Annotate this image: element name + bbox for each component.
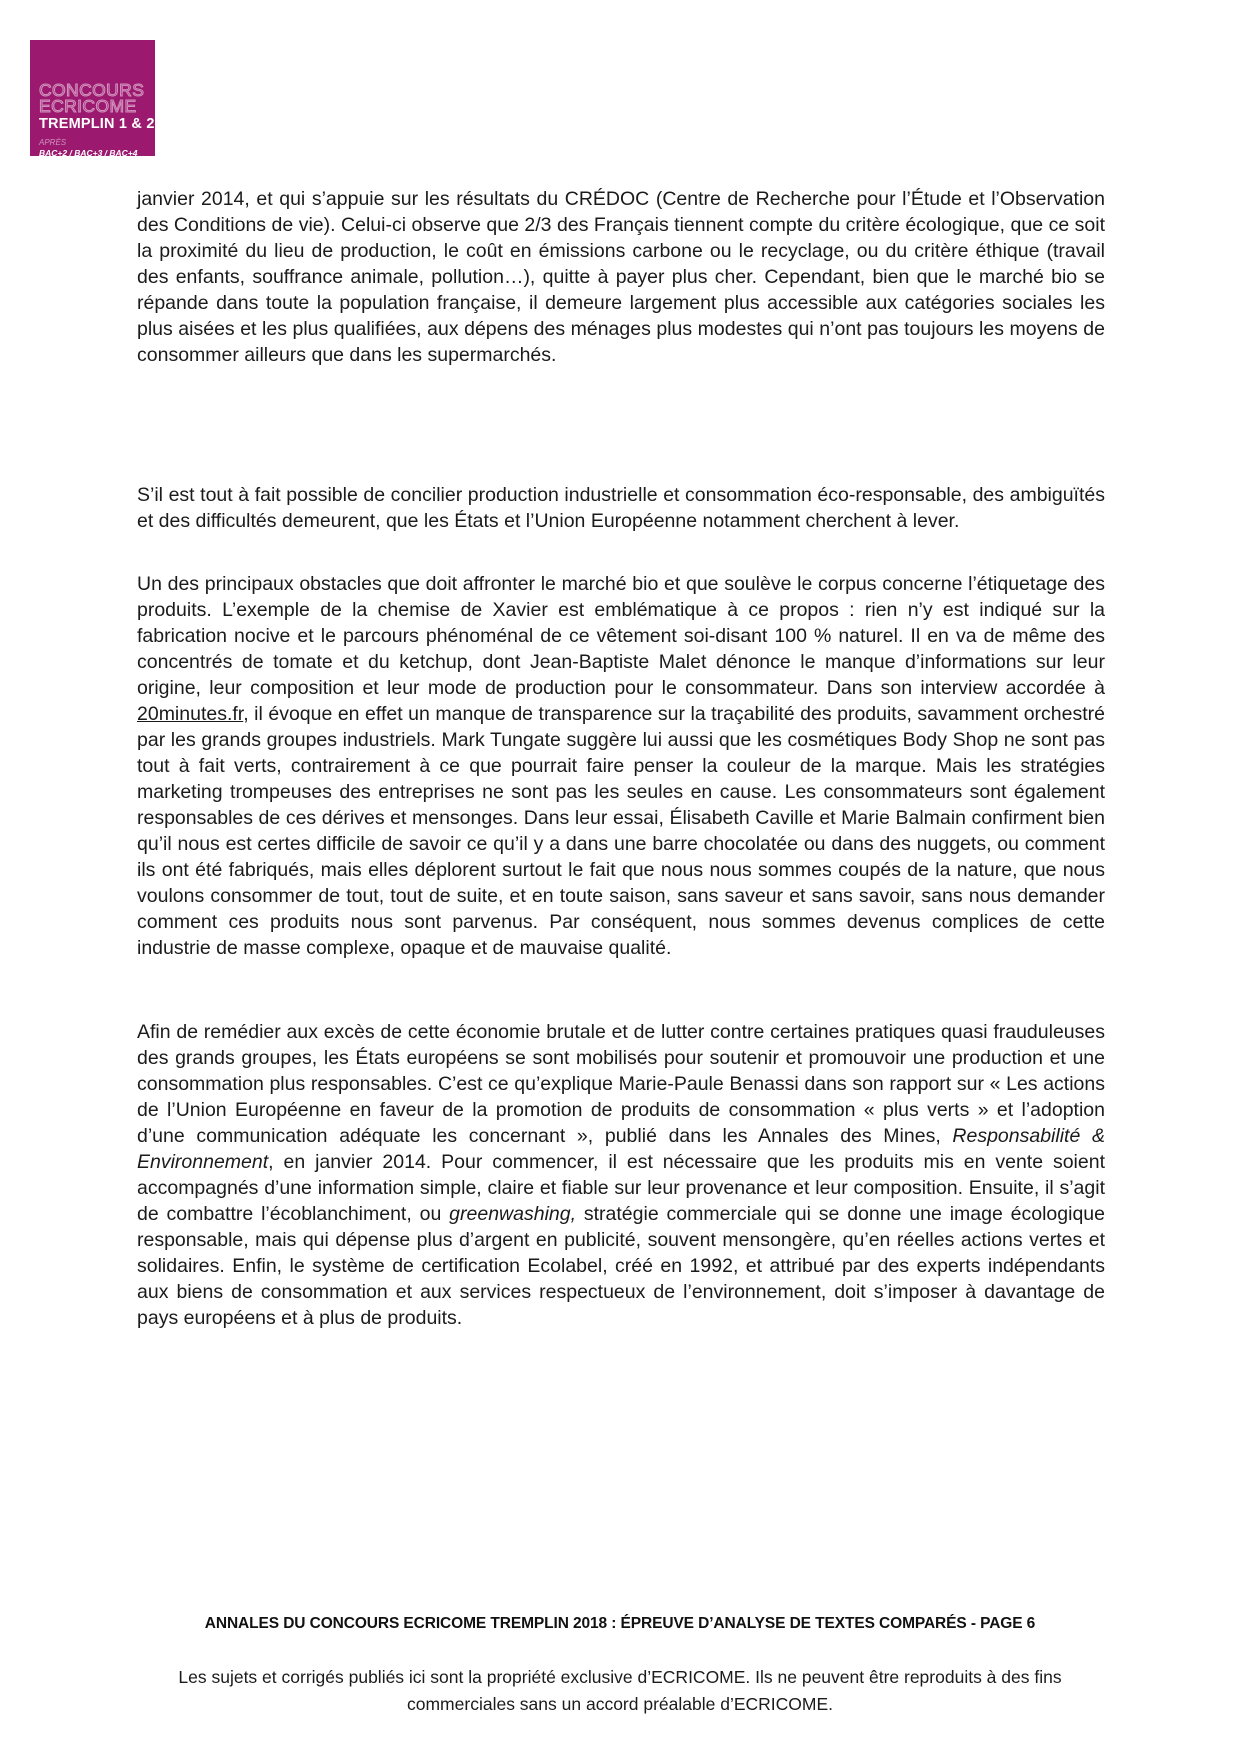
text-run: Un des principaux obstacles que doit affronter le marché bio et que soulève le corpus concerne l’étiquetage des produits. L’exemple de la chemise de Xavier est emblématique à ce propos : rien n’y est indiqué sur la fabrication nocive et le parcours phénoménal de ce vêtement soi-disant 100 % naturel. Il en va de même des concentrés de tomate et du ketchup, dont Jean-Baptiste Malet dénonce le manque d’informations sur leur origine, leur composition et leur mode de production pour le consommateur. Dans son interview accordée à [137,573,1105,699]
footer-page-title: ANNALES DU CONCOURS ECRICOME TREMPLIN 2018 : ÉPREUVE D’ANALYSE DE TEXTES COMPARÉS - PAGE 6 [204,1615,1036,1632]
paragraph [137,571,1105,961]
link-20minutes[interactable]: 20minutes.fr [137,703,244,725]
logo-ecricome-text: ECRICOME [39,96,137,116]
paragraph [137,1019,1105,1331]
text-run: , en janvier 2014. Pour commencer, il est nécessaire que les produits mis en vente soient accompagnés d’une information simple, claire et fiable sur leur provenance et leur composition. Ensuite, il s’agit de combattre l’écoblanchiment, ou [137,1151,1105,1225]
footer-copyright: Les sujets et corrigés publiés ici sont la propriété exclusive d’ECRICOME. Ils ne peuvent être reproduits à des fins commerciales sans un accord préalable d’ECRICOME. [178,1667,1062,1714]
document-body [137,186,1105,1331]
text-run: S’il est tout à fait possible de concilier production industrielle et consommation éco-responsable, des ambiguïtés et des difficultés demeurent, que les États et l’Union Européenne notamment cherchent à lever. [137,484,1105,532]
logo-bac-text: BAC+2 / BAC+3 / BAC+4 [39,148,138,158]
text-run: Afin de remédier aux excès de cette économie brutale et de lutter contre certaines pratiques quasi frauduleuses des grands groupes, les États européens se sont mobilisés pour soutenir et promouvoir une production et une consommation plus responsables. C’est ce qu’explique Marie-Paule Benassi dans son rapport sur « Les actions de l’Union Européenne en faveur de la promotion de produits de consommation « plus verts » et l’adoption d’une communication adéquate les concernant », publié dans les Annales des Mines, [137,1021,1105,1147]
paragraph [137,186,1105,368]
ecricome-logo [30,40,155,156]
logo-concours-text: CONCOURS [39,80,145,100]
text-run: stratégie commerciale qui se donne une image écologique responsable, mais qui dépense plus d’argent en publicité, souvent mensongère, qu’en réelles actions vertes et solidaires. Enfin, le système de certification Ecolabel, créé en 1992, et attribué par des experts indépendants aux biens de consommation et aux services respectueux de l’environnement, doit s’imposer à davantage de pays européens et à plus de produits. [137,1203,1105,1329]
text-run: janvier 2014, et qui s’appuie sur les résultats du CRÉDOC (Centre de Recherche pour l’Étude et l’Observation des Conditions de vie). Celui-ci observe que 2/3 des Français tiennent compte du critère écologique, que ce soit la proximité du lieu de production, le coût en émissions carbone ou le recyclage, ou du critère éthique (travail des enfants, souffrance animale, pollution…), quitte à payer plus cher. Cependant, bien que le marché bio se répande dans toute la population française, il demeure largement plus accessible aux catégories sociales les plus aisées et les plus qualifiées, aux dépens des ménages plus modestes qui n’ont pas toujours les moyens de consommer ailleurs que dans les supermarchés. [137,188,1105,366]
italic-run: Responsabilité & Environnement [137,1125,1105,1173]
text-run: , il évoque en effet un manque de transparence sur la traçabilité des produits, savamment orchestré par les grands groupes industriels. Mark Tungate suggère lui aussi que les cosmétiques Body Shop ne sont pas tout à fait verts, contrairement à ce que pourrait faire penser la couleur de la marque. Mais les stratégies marketing trompeuses des entreprises ne sont pas les seules en cause. Les consommateurs sont également responsables de ces dérives et mensonges. Dans leur essai, Élisabeth Caville et Marie Balmain confirment bien qu’il nous est certes difficile de savoir ce qu’il y a dans une barre chocolatée ou dans des nuggets, ou comment ils ont été fabriqués, mais elles déplorent surtout le fait que nous nous sommes coupés de la nature, que nous voulons consommer de tout, tout de suite, et en toute saison, sans saveur et sans savoir, sans nous demander comment ces produits nous sont parvenus. Par conséquent, nous sommes devenus complices de cette industrie de masse complexe, opaque et de mauvaise qualité. [137,703,1105,959]
paragraph [137,482,1105,534]
italic-run: greenwashing, [449,1203,577,1225]
logo-tremplin-text: TREMPLIN 1 & 2 [39,116,155,132]
logo-apres-text: APRÈS [39,138,67,147]
